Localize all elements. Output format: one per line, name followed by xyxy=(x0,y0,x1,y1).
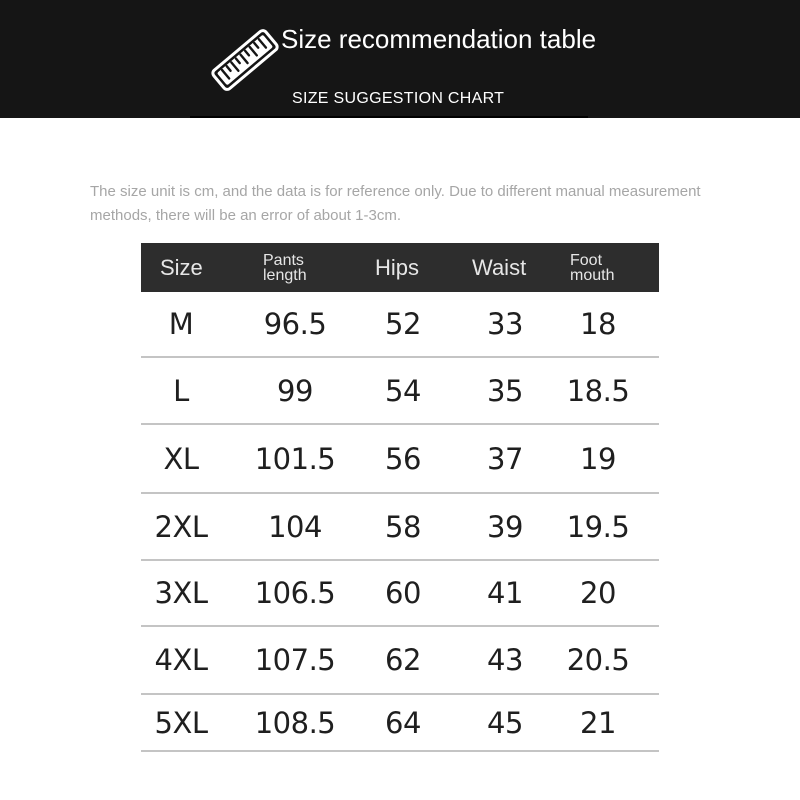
cell-size: 5XL xyxy=(154,705,208,740)
cell-size: L xyxy=(173,373,189,408)
column-header-hips: Hips xyxy=(375,254,420,280)
cell-size: 3XL xyxy=(154,576,208,610)
cell-size: M xyxy=(168,307,194,341)
banner-divider xyxy=(190,116,588,118)
cell-waist: 33 xyxy=(487,307,523,341)
cell-size: 2XL xyxy=(154,509,208,544)
cell-hips: 60 xyxy=(385,576,421,610)
table-header xyxy=(141,243,659,292)
cell-pants-length: 99 xyxy=(277,373,313,408)
cell-hips: 58 xyxy=(385,509,421,544)
cell-pants-length: 106.5 xyxy=(254,576,336,610)
table-row xyxy=(141,292,659,358)
page-title: Size recommendation table xyxy=(281,24,597,54)
size-note: The size unit is cm, and the data is for reference only. Due to different manual measurement methods, there will be an error of about 1-3cm. xyxy=(90,183,701,224)
cell-size: 4XL xyxy=(154,643,208,677)
table-row xyxy=(141,695,659,752)
column-header-size: Size xyxy=(160,254,203,280)
cell-pants-length: 108.5 xyxy=(254,705,336,740)
table-row xyxy=(141,627,659,695)
cell-pants-length: 101.5 xyxy=(254,441,336,476)
cell-hips: 54 xyxy=(385,373,421,408)
cell-foot-mouth: 19 xyxy=(580,441,616,476)
cell-hips: 64 xyxy=(385,705,421,740)
table-body xyxy=(141,292,659,752)
page-subtitle: SIZE SUGGESTION CHART xyxy=(292,90,505,107)
column-header-waist: Waist xyxy=(472,254,527,280)
table-row xyxy=(141,358,659,425)
size-table xyxy=(141,243,659,752)
cell-pants-length: 107.5 xyxy=(254,643,336,677)
cell-foot-mouth: 21 xyxy=(580,705,616,740)
cell-hips: 56 xyxy=(385,441,421,476)
header-banner xyxy=(0,0,800,118)
cell-hips: 62 xyxy=(385,643,421,677)
column-header-pants-length: Pants length xyxy=(263,251,307,284)
cell-waist: 45 xyxy=(487,705,523,740)
cell-pants-length: 104 xyxy=(268,509,322,544)
table-row xyxy=(141,561,659,627)
table-row xyxy=(141,494,659,561)
cell-waist: 39 xyxy=(487,509,523,544)
cell-waist: 37 xyxy=(487,441,523,476)
cell-waist: 41 xyxy=(487,576,523,610)
cell-foot-mouth: 19.5 xyxy=(566,509,630,544)
cell-pants-length: 96.5 xyxy=(263,307,327,341)
cell-waist: 35 xyxy=(487,373,523,408)
cell-foot-mouth: 20 xyxy=(580,576,616,610)
cell-foot-mouth: 18 xyxy=(580,307,616,341)
cell-foot-mouth: 20.5 xyxy=(566,643,630,677)
cell-hips: 52 xyxy=(385,307,421,341)
ruler-icon xyxy=(207,22,283,98)
table-row xyxy=(141,425,659,494)
cell-foot-mouth: 18.5 xyxy=(566,373,630,408)
cell-size: XL xyxy=(163,441,199,476)
column-header-foot-mouth: Foot mouth xyxy=(570,251,615,284)
cell-waist: 43 xyxy=(487,643,523,677)
